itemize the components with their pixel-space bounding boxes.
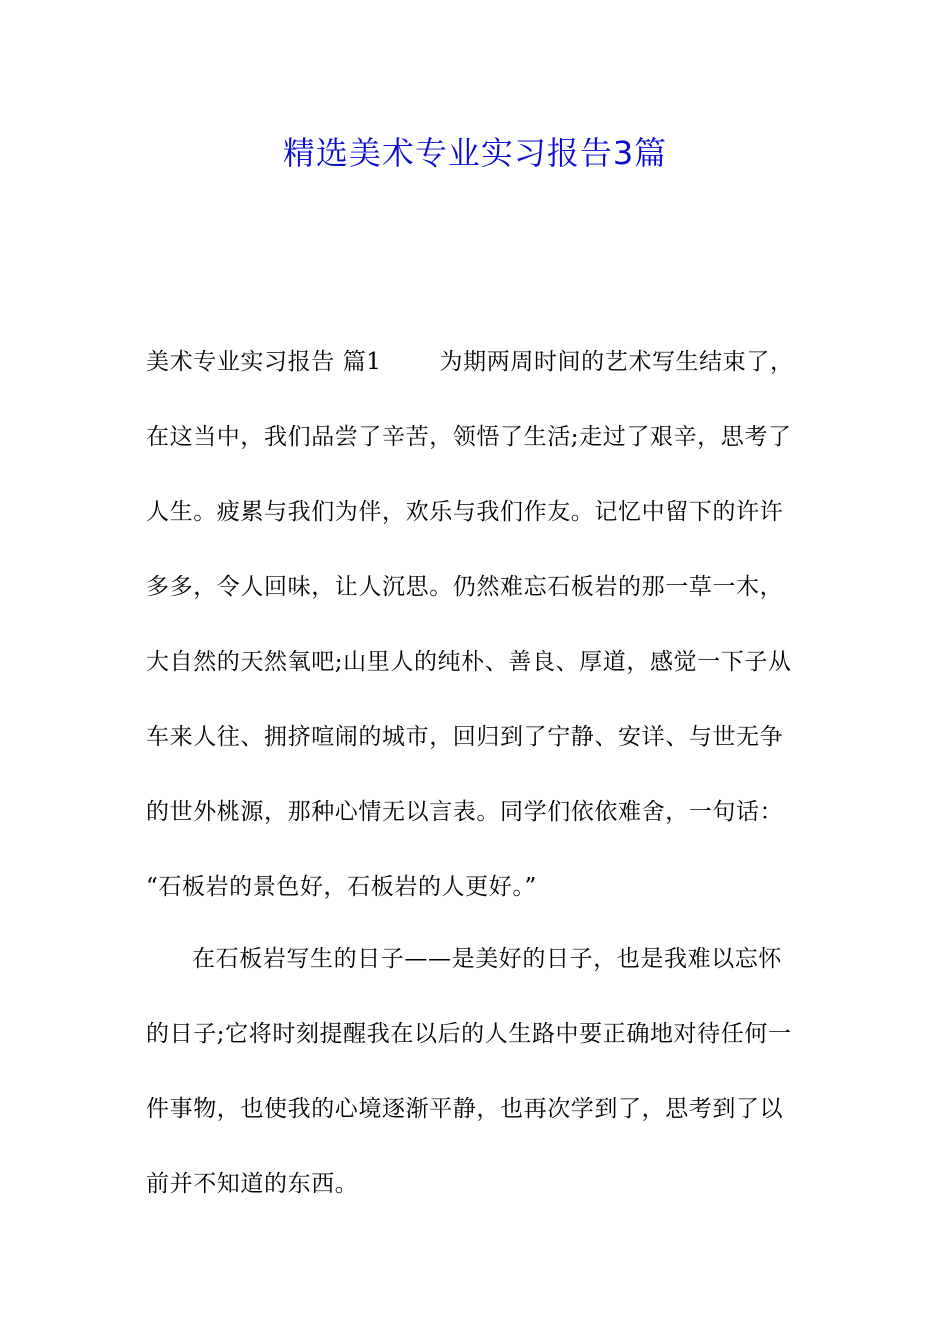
- text-line-content: 在石板岩写生的日子——是美好的日子，也是我难以忘怀: [192, 946, 782, 972]
- document-title: 精选美术专业实习报告3篇: [282, 134, 668, 172]
- text-line: [146, 939, 806, 1014]
- text-line: 车来人往、拥挤喧闹的城市，回归到了宁静、安详、与世无争: [146, 724, 784, 750]
- text-line: [146, 342, 806, 417]
- section-label: 美术专业实习报告 篇1: [146, 349, 382, 375]
- text-line: 人生。疲累与我们为伴，欢乐与我们作友。记忆中留下的许许: [146, 499, 784, 525]
- text-line: 大自然的天然氧吧;山里人的纯朴、善良、厚道，感觉一下子从: [146, 649, 792, 675]
- text-line: 件事物，也使我的心境逐渐平静，也再次学到了，思考到了以: [146, 1096, 784, 1122]
- text-line-content: 为期两周时间的艺术写生结束了，: [439, 349, 794, 375]
- text-line: 多多，令人回味，让人沉思。仍然难忘石板岩的那一草一木，: [146, 574, 784, 600]
- text-line: 的日子;它将时刻提醒我在以后的人生路中要正确地对待任何一: [146, 1021, 792, 1047]
- text-line: 前并不知道的东西。: [146, 1171, 359, 1197]
- text-line: “石板岩的景色好，石板岩的人更好。”: [146, 874, 537, 900]
- paragraph-2: [146, 939, 806, 1239]
- paragraph-1: [146, 342, 806, 942]
- text-line: 的世外桃源，那种心情无以言表。同学们依依难舍，一句话：: [146, 799, 784, 825]
- text-line: 在这当中，我们品尝了辛苦，领悟了生活;走过了艰辛，思考了: [146, 424, 792, 450]
